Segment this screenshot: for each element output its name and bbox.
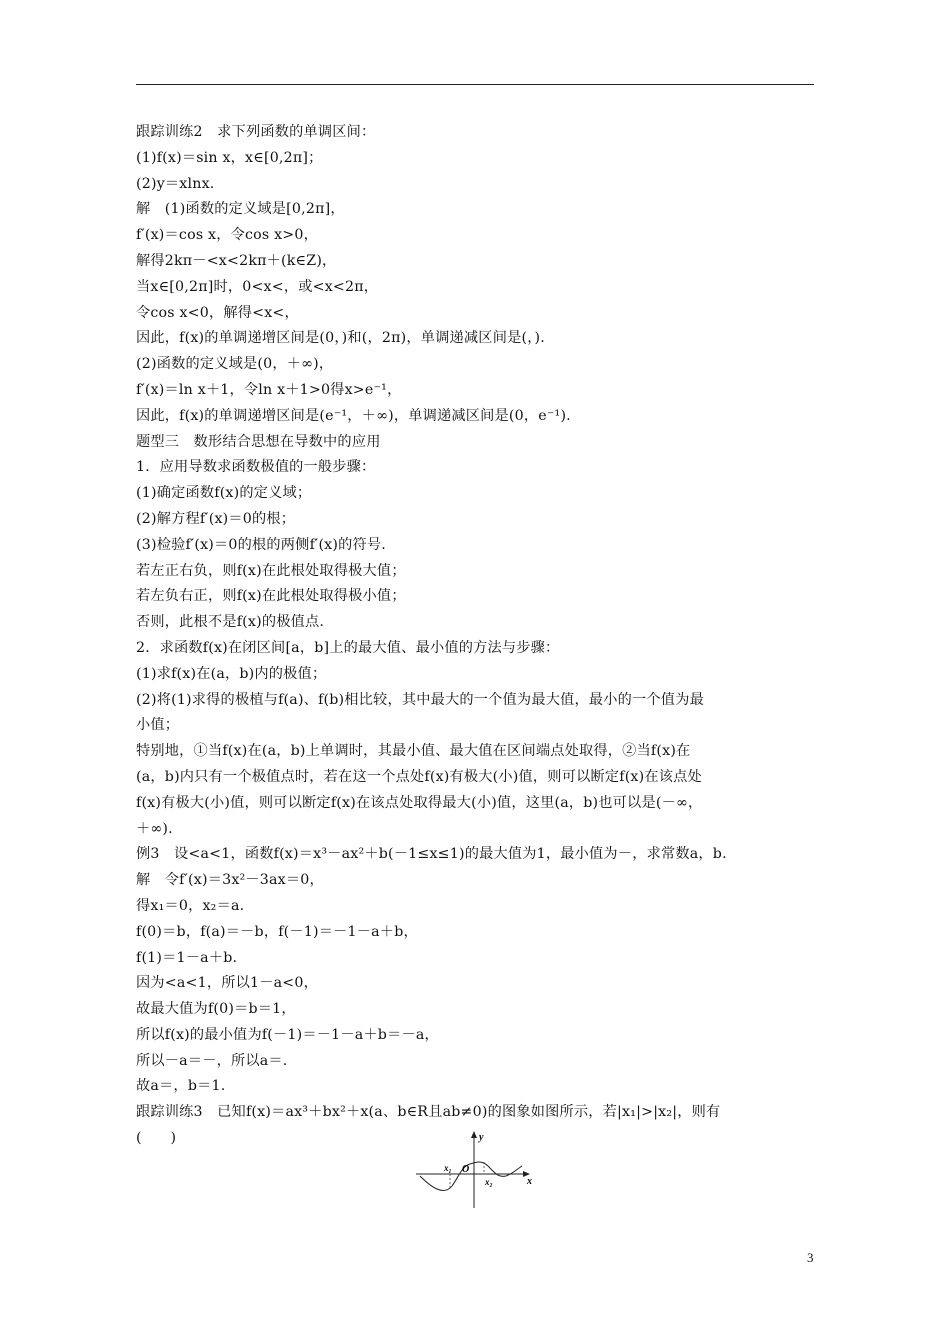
text-line: 因此，f(x)的单调递增区间是(e⁻¹，＋∞)，单调递减区间是(0，e⁻¹).: [136, 407, 571, 424]
section-heading: 题型三 数形结合思想在导数中的应用: [136, 433, 381, 450]
text-line: 小值；: [136, 717, 180, 734]
text-line: 因此，f(x)的单调递增区间是(0，)和(，2π)，单调递减区间是(，).: [136, 330, 545, 347]
text-line: (2)y＝xlnx.: [136, 175, 215, 192]
text-line: (2)函数的定义域是(0，＋∞)，: [136, 356, 334, 373]
page-content: [136, 120, 826, 1152]
text-line: 因为<a<1，所以1－a<0，: [136, 975, 318, 992]
text-line: (1)f(x)＝sin x，x∈[0,2π]；: [136, 149, 323, 166]
y-axis-label: y: [479, 1132, 484, 1143]
x2-label: x₂: [485, 1177, 493, 1187]
text-line: (2)将(1)求得的极植与f(a)、f(b)相比较，其中最大的一个值为最大值，最小的一个值为最: [136, 691, 704, 708]
text-line: (a，b)内只有一个极值点时，若在这一个点处f(x)有极大(小)值，则可以断定f(x)在该点处: [136, 768, 702, 785]
x1-label: x₁: [444, 1163, 452, 1173]
text-line: (2)解方程f′(x)＝0的根；: [136, 510, 296, 527]
x-axis-label: x: [527, 1176, 532, 1187]
text-line: f(x)有极大(小)值，则可以断定f(x)在该点处取得最大(小)值，这里(a，b)也可以是(－∞，: [136, 794, 703, 811]
text-line: 若左正右负，则f(x)在此根处取得极大值；: [136, 562, 406, 579]
text-line: 跟踪训练3 已知f(x)＝ax³＋bx²＋x(a、b∈R且ab≠0)的图象如图所示，若|x₁|>|x₂|，则有: [136, 1104, 721, 1121]
text-line: 得x₁＝0，x₂＝a.: [136, 897, 245, 914]
text-line: (1)求f(x)在(a，b)内的极值；: [136, 665, 327, 682]
example-heading: 例3 设<a<1，函数f(x)＝x³－ax²＋b(－1≤x≤1)的最大值为1，最小值为－，求常数a，b.: [136, 846, 727, 863]
text-line: (3)检验f′(x)＝0的根的两侧f′(x)的符号.: [136, 536, 386, 553]
text-line: 解 (1)函数的定义域是[0,2π]，: [136, 201, 345, 218]
text-line: f(0)＝b，f(a)＝－b，f(－1)＝－1－a＋b，: [136, 923, 418, 940]
origin-label: O: [462, 1164, 470, 1175]
text-line: 故最大值为f(0)＝b＝1，: [136, 1001, 296, 1018]
text-line: 所以f(x)的最小值为f(－1)＝－1－a＋b＝－a，: [136, 1026, 439, 1043]
text-line: 若左负右正，则f(x)在此根处取得极小值；: [136, 588, 406, 605]
text-line: 解得2kπ－<x<2kπ＋(k∈Z)，: [136, 252, 337, 269]
page-number: 3: [807, 1250, 814, 1265]
text-line: ( ): [136, 1130, 177, 1147]
text-line: f′(x)＝cos x，令cos x>0，: [136, 227, 318, 244]
text-line: 1．应用导数求函数极值的一般步骤：: [136, 459, 376, 476]
text-line: 特别地，①当f(x)在(a，b)上单调时，其最小值、最大值在区间端点处取得，②当f(x)在: [136, 743, 691, 760]
text-line: 跟踪训练2 求下列函数的单调区间：: [136, 124, 376, 140]
text-line: 令cos x<0，解得<x<，: [136, 304, 299, 321]
text-line: 否则，此根不是f(x)的极值点.: [136, 614, 325, 631]
function-graph-figure: [410, 1126, 542, 1210]
text-line: 当x∈[0,2π]时，0<x<，或<x<2π，: [136, 278, 379, 295]
text-line: f(1)＝1－a＋b.: [136, 949, 238, 966]
text-line: 故a＝，b＝1.: [136, 1078, 226, 1095]
y-axis-arrow: [471, 1131, 477, 1138]
header-rule: [136, 84, 814, 85]
text-line: ＋∞).: [136, 820, 173, 837]
function-curve: [420, 1162, 522, 1191]
text-line: 2．求函数f(x)在闭区间[a，b]上的最大值、最小值的方法与步骤：: [136, 639, 560, 656]
text-line: 解 令f′(x)＝3x²－3ax＝0，: [136, 872, 324, 889]
text-line: f′(x)＝ln x＋1，令ln x＋1>0得x>e⁻¹，: [136, 381, 402, 398]
text-line: (1)确定函数f(x)的定义域；: [136, 485, 312, 502]
text-line: 所以－a＝－，所以a＝.: [136, 1052, 288, 1069]
